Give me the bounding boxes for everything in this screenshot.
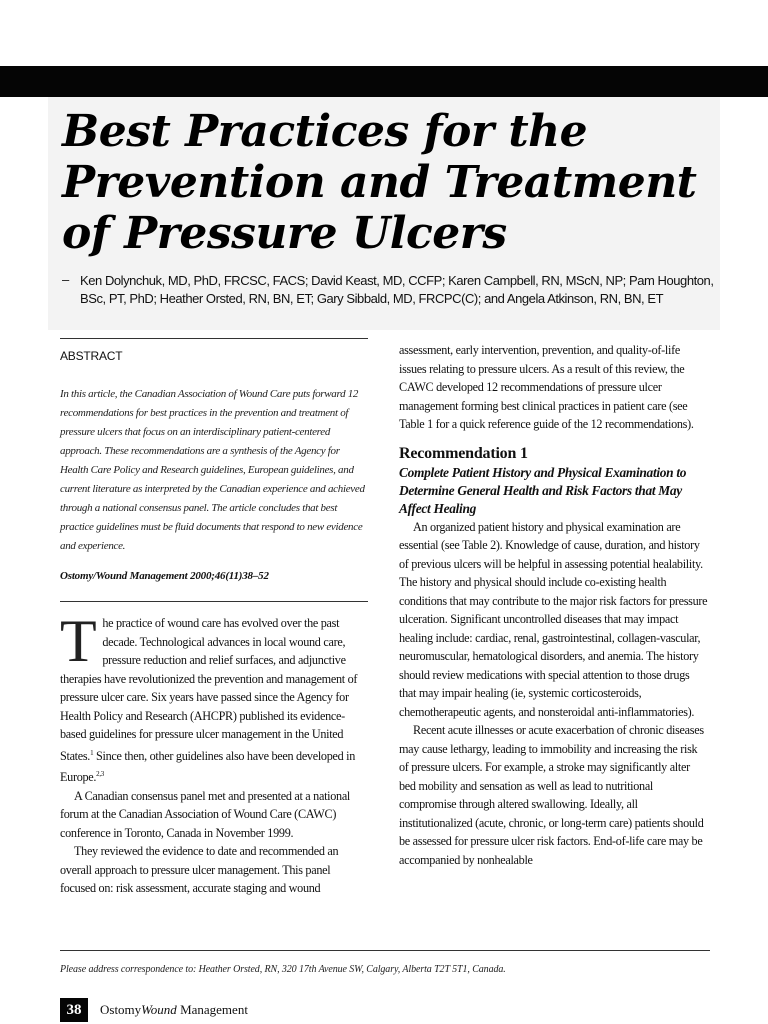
abstract-text: In this article, the Canadian Association of Wound Care puts forward 12 recommendations for best practices in the prevention and treatment of pressure ulcers that focus on an interdisciplinary patient-centered approach. These recommendations are a synthesis of the Agency for Health Care Policy and Research guidelines, European guidelines, and current literature as interpreted by the Canadian experience and achieved through a national consensus panel. The article concludes that best practice guidelines must be fluid documents that respond to new evidence and experience.: [60, 388, 365, 552]
footnote-ref-1: 1: [90, 748, 94, 757]
drop-cap: T: [60, 608, 97, 674]
authors-dash: –: [62, 272, 70, 287]
body-paragraph: They reviewed the evidence to date and recommended an overall approach to pressure ulcer management. This panel focused on: risk assessment, accurate staging and wound: [60, 844, 339, 896]
intro-paragraph: The practice of wound care has evolved over the past decade. Technological advances in local wound care, pressure reduction and relief surfaces, and adjunctive therapies have revolutionized the prevention and management of pressure ulcer care. Six years have passed since the Agency for Health Policy and Research (AHCPR) published its evidence-based guidelines for pressure ulcer management in the United States.$^1$ Since then, other guidelines also have been developed in Europe.$^{2,3}$: [60, 608, 358, 785]
body-paragraph: An organized patient history and physical examination are essential (see Table 2). Knowledge of cause, duration, and history of previous ulcers will be helpful in assessing potential healability. The history and physical should include co-existing health conditions that may contribute to the major risk factors for pressure ulceration. Significant uncontrolled diseases that may impact healing include: cardiac, renal, gastrointestinal, collagen-vascular, neuromuscular, hematological disorders, and anemia. The history should review medications with special attention to those drugs that may impair healing (ie, systemic corticosteroids, chemotherapeutic agents, and nonsteroidal anti-inflammatories).: [399, 519, 708, 719]
footer-rule: [60, 950, 710, 951]
header-black-bar: [0, 66, 768, 97]
journal-citation: Ostomy/Wound Management 2000;46(11)38–52: [60, 570, 269, 582]
article-title: [62, 106, 722, 259]
author-list: Ken Dolynchuk, MD, PhD, FRCSC, FACS; David Keast, MD, CCFP; Karen Campbell, RN, MScN, NP; Pam Houghton, BSc, PT, PhD; Heather Orsted, RN, BN, ET; Gary Sibbald, MD, FRCPC(C); and Angela Atkinson, RN, BN, ET: [80, 273, 714, 306]
right-body-column: [399, 341, 709, 869]
page-number: 38: [60, 998, 88, 1022]
abstract-heading: ABSTRACT: [60, 349, 123, 363]
title-line-1: Best Practices for the: [62, 106, 588, 157]
journal-name: OstomyWound Management: [100, 1002, 248, 1017]
body-paragraph: A Canadian consensus panel met and presented at a national forum at the Canadian Association of Wound Care (CAWC) conference in Toronto, Canada in November 1999.: [60, 788, 351, 840]
abstract-top-rule: [60, 338, 368, 339]
recommendation-subheading: Complete Patient History and Physical Examination to Determine General Health and Risk Factors that May Affect Healing: [399, 464, 687, 516]
body-paragraph: Recent acute illnesses or acute exacerbation of chronic diseases may cause lethargy, leading to immobility and increasing the risk of pressure ulcers. For example, a stroke may significantly alter bed mobility and sensation as well as lead to nutritional compromise through altered swallowing. Ideally, all institutionalized (acute, chronic, or long-term care) patients should be assessed for pressure ulcer risk factors. End-of-life care may be accompanied by nonhealable: [399, 723, 704, 867]
title-line-3: of Pressure Ulcers: [62, 208, 507, 259]
title-line-2: Prevention and Treatment: [62, 157, 697, 208]
recommendation-heading: Recommendation 1: [399, 444, 528, 462]
correspondence-note: Please address correspondence to: Heather Orsted, RN, 320 17th Avenue SW, Calgary, Alberta T2T 5T1, Canada.: [60, 964, 506, 975]
footnote-ref-2: 2,3: [96, 770, 105, 779]
abstract-bottom-rule: [60, 601, 368, 602]
left-body-column: [60, 608, 368, 898]
body-paragraph: assessment, early intervention, prevention, and quality-of-life issues relating to pressure ulcers. As a result of this review, the CAWC developed 12 recommendations of pressure ulcer management forming best clinical practices in patient care (see Table 1 for a quick reference guide of the 12 recommendations).: [399, 343, 694, 431]
